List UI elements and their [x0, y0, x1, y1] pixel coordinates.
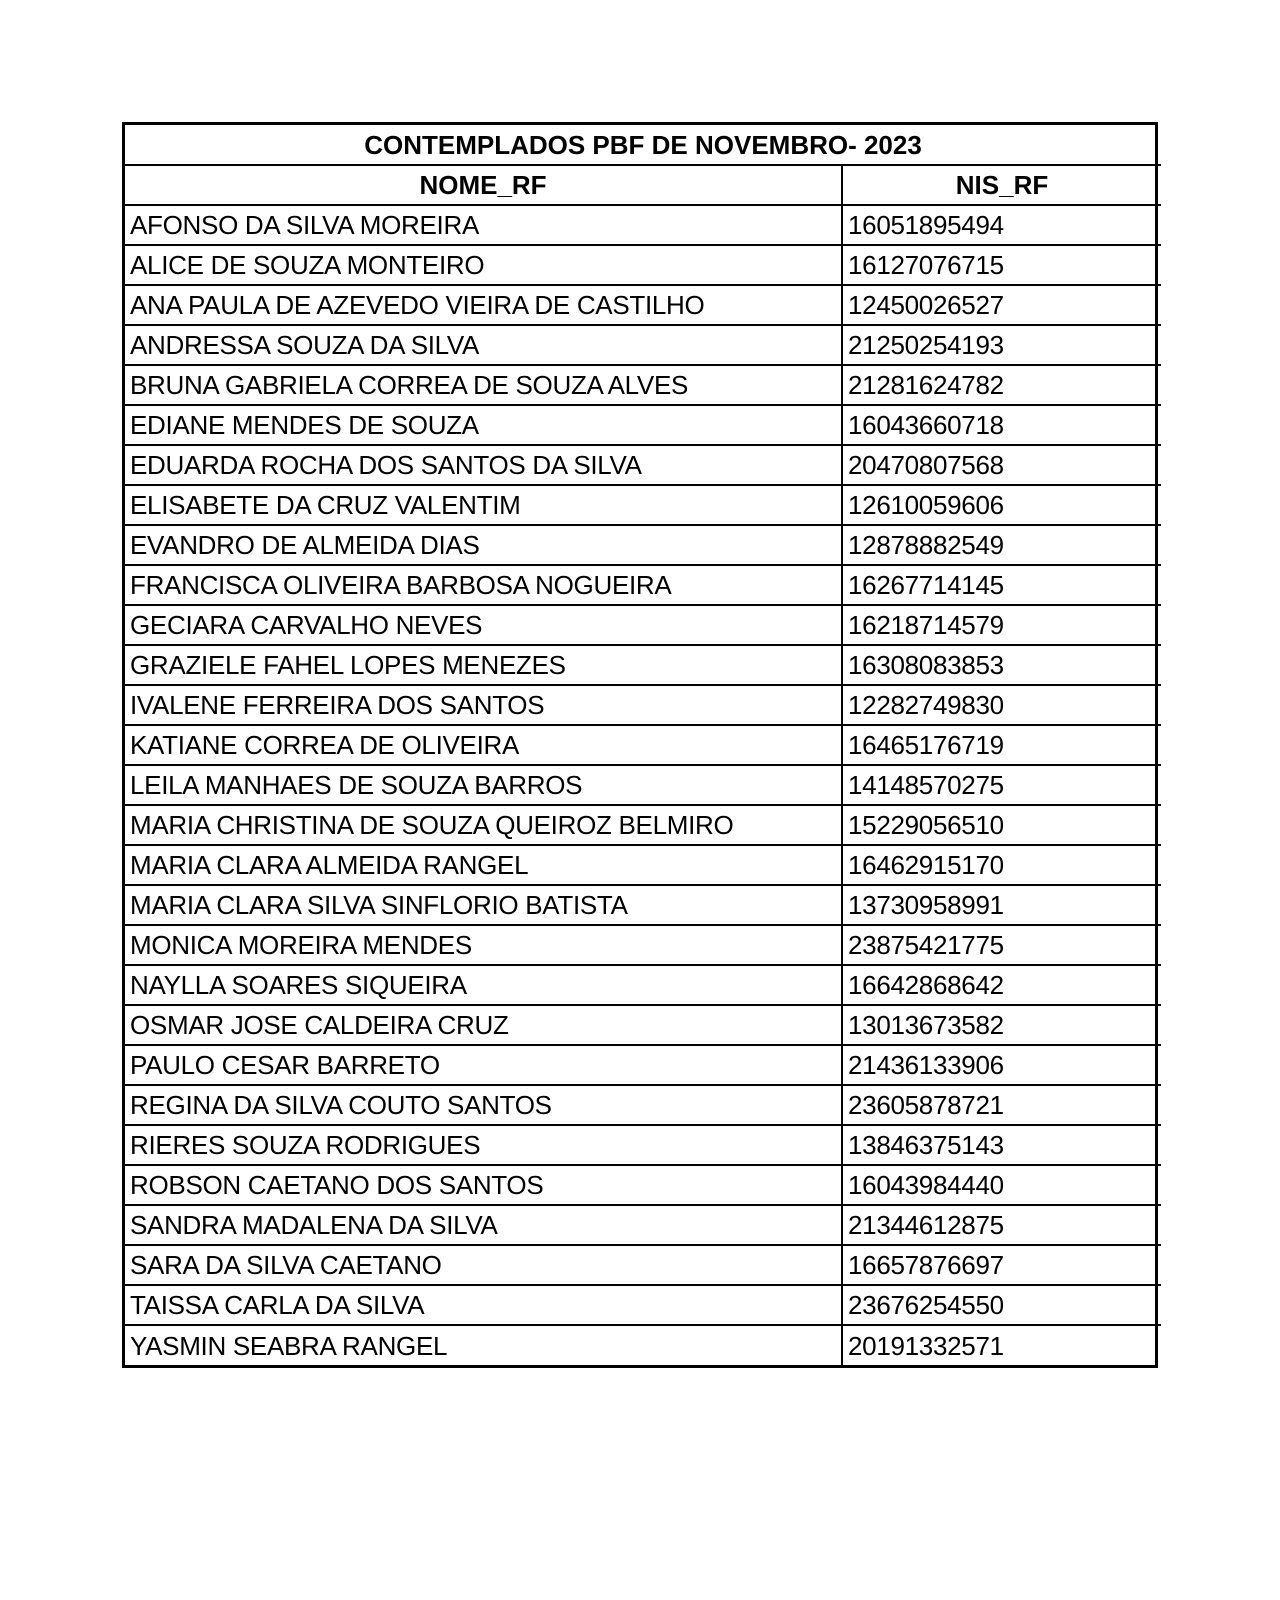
table-body: [125, 205, 1161, 1365]
cell-nis: 14148570275: [842, 765, 1161, 805]
cell-nis: 21344612875: [842, 1205, 1161, 1245]
cell-nome: PAULO CESAR BARRETO: [125, 1045, 842, 1085]
table-row: [125, 805, 1161, 845]
cell-nis: 23605878721: [842, 1085, 1161, 1125]
table-row: [125, 1045, 1161, 1085]
cell-nis: 16642868642: [842, 965, 1161, 1005]
table-row: [125, 965, 1161, 1005]
cell-nis: 16657876697: [842, 1245, 1161, 1285]
cell-nome: LEILA MANHAES DE SOUZA BARROS: [125, 765, 842, 805]
table-row: [125, 205, 1161, 245]
column-header-nis: NIS_RF: [842, 165, 1161, 205]
cell-nome: MARIA CLARA SILVA SINFLORIO BATISTA: [125, 885, 842, 925]
table-row: [125, 405, 1161, 445]
cell-nome: NAYLLA SOARES SIQUEIRA: [125, 965, 842, 1005]
table-row: [125, 285, 1161, 325]
cell-nome: MARIA CLARA ALMEIDA RANGEL: [125, 845, 842, 885]
cell-nis: 16465176719: [842, 725, 1161, 765]
table-row: [125, 1205, 1161, 1245]
cell-nis: 16267714145: [842, 565, 1161, 605]
cell-nis: 20470807568: [842, 445, 1161, 485]
table-row: [125, 485, 1161, 525]
column-header-nome: NOME_RF: [125, 165, 842, 205]
cell-nome: GRAZIELE FAHEL LOPES MENEZES: [125, 645, 842, 685]
cell-nis: 16127076715: [842, 245, 1161, 285]
table-row: [125, 1005, 1161, 1045]
table-row: [125, 445, 1161, 485]
table-row: [125, 765, 1161, 805]
cell-nis: 12450026527: [842, 285, 1161, 325]
cell-nis: 23875421775: [842, 925, 1161, 965]
cell-nome: SANDRA MADALENA DA SILVA: [125, 1205, 842, 1245]
cell-nis: 21436133906: [842, 1045, 1161, 1085]
table-row: [125, 605, 1161, 645]
cell-nis: 16462915170: [842, 845, 1161, 885]
cell-nome: ROBSON CAETANO DOS SANTOS: [125, 1165, 842, 1205]
table-row: [125, 1325, 1161, 1365]
cell-nome: TAISSA CARLA DA SILVA: [125, 1285, 842, 1325]
cell-nis: 23676254550: [842, 1285, 1161, 1325]
cell-nome: OSMAR JOSE CALDEIRA CRUZ: [125, 1005, 842, 1045]
cell-nome: ALICE DE SOUZA MONTEIRO: [125, 245, 842, 285]
cell-nome: KATIANE CORREA DE OLIVEIRA: [125, 725, 842, 765]
table-row: [125, 685, 1161, 725]
cell-nis: 21250254193: [842, 325, 1161, 365]
cell-nis: 16308083853: [842, 645, 1161, 685]
table-row: [125, 565, 1161, 605]
cell-nis: 16218714579: [842, 605, 1161, 645]
cell-nome: MARIA CHRISTINA DE SOUZA QUEIROZ BELMIRO: [125, 805, 842, 845]
table-row: [125, 925, 1161, 965]
cell-nome: EDUARDA ROCHA DOS SANTOS DA SILVA: [125, 445, 842, 485]
title-row: [125, 125, 1161, 165]
cell-nis: 13013673582: [842, 1005, 1161, 1045]
cell-nis: 13730958991: [842, 885, 1161, 925]
cell-nis: 20191332571: [842, 1325, 1161, 1365]
cell-nome: ANA PAULA DE AZEVEDO VIEIRA DE CASTILHO: [125, 285, 842, 325]
cell-nis: 16043660718: [842, 405, 1161, 445]
beneficiaries-sheet: [122, 122, 1158, 1368]
cell-nis: 15229056510: [842, 805, 1161, 845]
table-row: [125, 885, 1161, 925]
cell-nis: 12282749830: [842, 685, 1161, 725]
table-row: [125, 725, 1161, 765]
cell-nome: EVANDRO DE ALMEIDA DIAS: [125, 525, 842, 565]
table-row: [125, 1085, 1161, 1125]
header-row: [125, 165, 1161, 205]
table-row: [125, 645, 1161, 685]
cell-nome: GECIARA CARVALHO NEVES: [125, 605, 842, 645]
cell-nis: 16043984440: [842, 1165, 1161, 1205]
cell-nis: 13846375143: [842, 1125, 1161, 1165]
table-row: [125, 325, 1161, 365]
cell-nis: 12610059606: [842, 485, 1161, 525]
cell-nome: BRUNA GABRIELA CORREA DE SOUZA ALVES: [125, 365, 842, 405]
table-row: [125, 1285, 1161, 1325]
cell-nis: 16051895494: [842, 205, 1161, 245]
cell-nome: ELISABETE DA CRUZ VALENTIM: [125, 485, 842, 525]
cell-nome: MONICA MOREIRA MENDES: [125, 925, 842, 965]
cell-nome: EDIANE MENDES DE SOUZA: [125, 405, 842, 445]
table-row: [125, 365, 1161, 405]
document-title: CONTEMPLADOS PBF DE NOVEMBRO- 2023: [125, 125, 1161, 165]
table-row: [125, 845, 1161, 885]
table-row: [125, 525, 1161, 565]
cell-nome: AFONSO DA SILVA MOREIRA: [125, 205, 842, 245]
cell-nome: SARA DA SILVA CAETANO: [125, 1245, 842, 1285]
cell-nome: YASMIN SEABRA RANGEL: [125, 1325, 842, 1365]
cell-nis: 12878882549: [842, 525, 1161, 565]
table-row: [125, 1125, 1161, 1165]
table-row: [125, 1245, 1161, 1285]
table-row: [125, 1165, 1161, 1205]
cell-nome: ANDRESSA SOUZA DA SILVA: [125, 325, 842, 365]
cell-nome: RIERES SOUZA RODRIGUES: [125, 1125, 842, 1165]
cell-nome: REGINA DA SILVA COUTO SANTOS: [125, 1085, 842, 1125]
cell-nis: 21281624782: [842, 365, 1161, 405]
table-row: [125, 245, 1161, 285]
cell-nome: FRANCISCA OLIVEIRA BARBOSA NOGUEIRA: [125, 565, 842, 605]
cell-nome: IVALENE FERREIRA DOS SANTOS: [125, 685, 842, 725]
beneficiaries-table: [125, 125, 1161, 1365]
